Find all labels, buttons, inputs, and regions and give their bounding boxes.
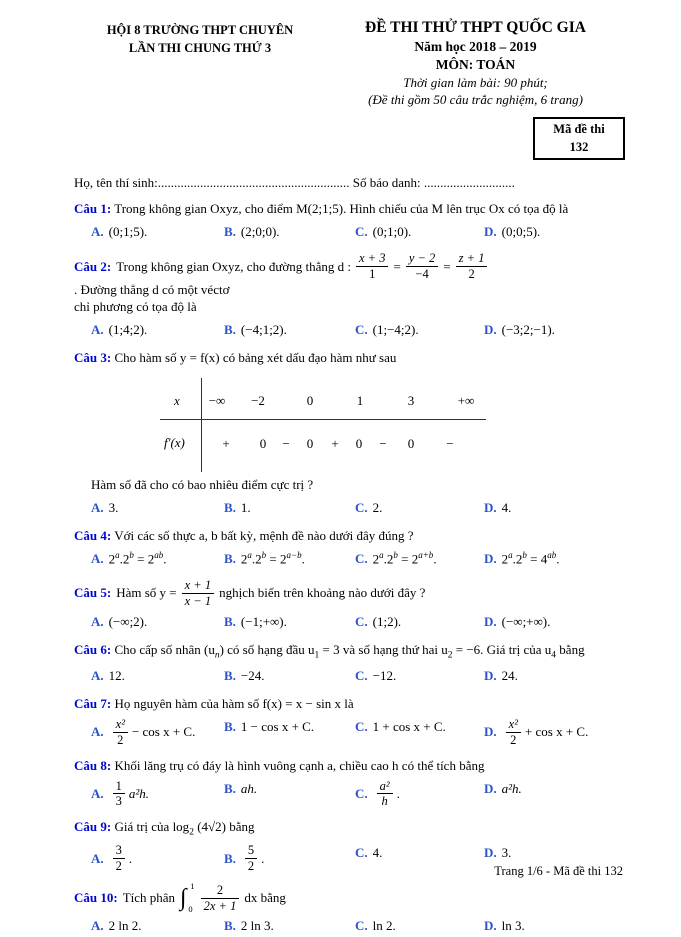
option-c bbox=[355, 498, 484, 518]
x-value: −∞ bbox=[208, 392, 226, 408]
organization-block bbox=[74, 18, 326, 108]
question-5-options bbox=[74, 612, 625, 632]
fraction bbox=[506, 717, 521, 748]
option-c bbox=[355, 843, 484, 874]
exam-title: ĐỀ THI THỬ THPT QUỐC GIA bbox=[365, 19, 586, 36]
option-a-text: (0;1;5). bbox=[108, 224, 148, 240]
question-5-stem bbox=[74, 578, 625, 609]
question-10-options bbox=[74, 916, 625, 936]
option-b-text: 1 − cos x + C. bbox=[240, 719, 315, 735]
question-6-text: ) có số hạng đầu u bbox=[219, 641, 315, 657]
option-b bbox=[224, 717, 355, 748]
sign-table bbox=[160, 378, 490, 474]
fraction-x-denominator: 1 bbox=[369, 267, 376, 282]
exp-segment: .2 bbox=[119, 551, 130, 567]
question-3-stem bbox=[74, 349, 625, 368]
option-a-text: 12. bbox=[108, 668, 125, 684]
question-10-label: Câu 10: bbox=[74, 890, 118, 906]
question-8-stem bbox=[74, 757, 625, 776]
question-2-text-post: . Đường thẳng d có một véctơ bbox=[74, 281, 230, 297]
sign-value: 0 bbox=[355, 435, 363, 451]
question-6-label: Câu 6: bbox=[74, 641, 112, 657]
option-c-letter: C. bbox=[355, 499, 368, 515]
option-a-text: (−∞;2). bbox=[108, 613, 148, 629]
subscript-2: 2 bbox=[447, 650, 453, 661]
option-c bbox=[355, 320, 484, 340]
question-8 bbox=[74, 757, 625, 809]
integral-upper-limit: 1 bbox=[190, 881, 195, 892]
question-10-stem bbox=[74, 883, 625, 914]
option-b-letter: B. bbox=[224, 719, 236, 735]
fraction-denominator: x − 1 bbox=[184, 594, 212, 608]
option-c-text: (1;2). bbox=[372, 613, 402, 629]
question-7 bbox=[74, 695, 625, 747]
option-d-text: (0;0;5). bbox=[501, 224, 541, 240]
exp-segment: 2 bbox=[240, 551, 248, 567]
question-3-label: Câu 3: bbox=[74, 350, 112, 366]
exp-segment: = 2 bbox=[397, 551, 419, 567]
option-b-text: . bbox=[261, 850, 265, 866]
option-c bbox=[355, 222, 484, 242]
option-b-letter: B. bbox=[224, 918, 236, 934]
question-7-stem bbox=[74, 695, 625, 714]
fraction-numerator: 3 bbox=[113, 843, 125, 859]
question-7-text: Họ nguyên hàm của hàm số f(x) = x − sin x là bbox=[114, 696, 354, 712]
option-d bbox=[484, 666, 625, 686]
option-a-letter: A. bbox=[91, 850, 104, 866]
option-c-text: (1;−4;2). bbox=[372, 321, 419, 337]
exp-segment: . bbox=[433, 551, 437, 567]
option-a-letter: A. bbox=[91, 918, 104, 934]
table-x-label: x bbox=[174, 392, 180, 408]
option-a-letter: A. bbox=[91, 321, 104, 337]
equals-sign: = bbox=[393, 258, 401, 274]
question-2-text-line2: chỉ phương có tọa độ là bbox=[74, 299, 197, 315]
option-a-letter: A. bbox=[91, 613, 104, 629]
subscript-4: 4 bbox=[551, 650, 557, 661]
exam-round: LẦN THI CHUNG THỨ 3 bbox=[128, 40, 272, 55]
option-d bbox=[484, 717, 625, 748]
option-d bbox=[484, 612, 625, 632]
question-4-label: Câu 4: bbox=[74, 527, 112, 543]
option-a bbox=[91, 612, 224, 632]
option-c-text: . bbox=[396, 785, 400, 801]
fraction-denominator: 3 bbox=[115, 794, 122, 809]
question-4-stem bbox=[74, 527, 625, 546]
fraction-numerator: 5 bbox=[245, 843, 257, 859]
fraction-x bbox=[356, 251, 388, 282]
log-base: 2 bbox=[189, 827, 194, 838]
option-a-text: a²h. bbox=[128, 785, 150, 801]
question-9-label: Câu 9: bbox=[74, 819, 112, 835]
integral-symbol bbox=[180, 881, 196, 914]
x-value: +∞ bbox=[457, 392, 475, 408]
fraction-denominator: 2 bbox=[117, 732, 124, 747]
student-name-dots: ........................................................... bbox=[157, 175, 350, 191]
exponent: b bbox=[129, 549, 134, 560]
option-a-text: . bbox=[128, 850, 133, 866]
option-a-letter: A. bbox=[91, 668, 104, 684]
option-c bbox=[355, 666, 484, 686]
option-b-letter: B. bbox=[224, 551, 236, 567]
exp-segment: 2 bbox=[501, 551, 509, 567]
exponent: a bbox=[115, 549, 120, 560]
table-horizontal-line bbox=[160, 419, 486, 420]
exp-segment: . bbox=[556, 551, 560, 567]
question-8-options bbox=[74, 779, 625, 810]
option-a-text: (1;4;2). bbox=[108, 321, 148, 337]
option-c bbox=[355, 779, 484, 810]
fraction-numerator: x² bbox=[113, 717, 128, 733]
option-c-text: 2. bbox=[372, 499, 383, 515]
fraction-denominator: 2 bbox=[510, 732, 517, 747]
fraction bbox=[245, 843, 257, 874]
exponent: a bbox=[247, 549, 252, 560]
exam-header bbox=[74, 18, 625, 108]
option-d-text: ln 3. bbox=[501, 918, 525, 934]
exp-segment: 2 bbox=[108, 551, 116, 567]
subscript-n: n bbox=[214, 650, 220, 661]
fraction bbox=[377, 779, 393, 810]
sign-value: − bbox=[379, 435, 387, 451]
question-5-text-pre: Hàm số y = bbox=[116, 585, 177, 601]
question-4 bbox=[74, 527, 625, 569]
option-d-text: 3. bbox=[501, 845, 512, 861]
option-b bbox=[224, 549, 355, 569]
option-c bbox=[355, 549, 484, 569]
exp-segment: = 4 bbox=[526, 551, 548, 567]
exponent: a−b bbox=[286, 549, 302, 560]
option-c-letter: C. bbox=[355, 224, 368, 240]
question-6-text: bằng bbox=[556, 641, 585, 657]
fraction bbox=[113, 843, 125, 874]
option-d-letter: D. bbox=[484, 613, 497, 629]
question-2-stem bbox=[74, 251, 625, 298]
question-9-text: Giá trị của log bbox=[114, 819, 190, 835]
option-d-letter: D. bbox=[484, 918, 497, 934]
option-a-letter: A. bbox=[91, 224, 104, 240]
option-b-text: (2;0;0). bbox=[240, 224, 280, 240]
fraction-numerator: x² bbox=[506, 717, 521, 733]
fraction bbox=[182, 578, 214, 609]
exponent: ab bbox=[547, 549, 557, 560]
fraction-numerator: 2 bbox=[201, 883, 240, 899]
option-c-letter: C. bbox=[355, 719, 368, 735]
option-a-text: 3. bbox=[108, 499, 119, 515]
fraction-y-denominator: −4 bbox=[415, 267, 429, 282]
exam-title-block bbox=[326, 18, 625, 108]
sign-value: − bbox=[446, 435, 454, 451]
exp-segment: . bbox=[163, 551, 167, 567]
option-d bbox=[484, 320, 625, 340]
exam-code-row bbox=[74, 117, 625, 160]
fraction-denominator: h bbox=[381, 794, 388, 809]
organization-name: HỘI 8 TRƯỜNG THPT CHUYÊN bbox=[106, 23, 294, 37]
exam-subject: MÔN: TOÁN bbox=[435, 57, 516, 73]
exp-segment: . bbox=[301, 551, 305, 567]
option-b bbox=[224, 843, 355, 874]
question-1 bbox=[74, 200, 625, 242]
option-d bbox=[484, 498, 625, 518]
question-5 bbox=[74, 578, 625, 632]
exp-segment: .2 bbox=[512, 551, 523, 567]
option-a-letter: A. bbox=[91, 551, 104, 567]
question-7-label: Câu 7: bbox=[74, 696, 112, 712]
sign-value: − bbox=[282, 435, 290, 451]
exponent: b bbox=[393, 549, 398, 560]
question-9-stem bbox=[74, 818, 625, 840]
option-c-letter: C. bbox=[355, 918, 368, 934]
sign-value: 0 bbox=[259, 435, 267, 451]
exp-segment: = 2 bbox=[266, 551, 287, 567]
exam-code-value: 132 bbox=[569, 139, 589, 154]
exponent: a bbox=[379, 549, 384, 560]
question-6-text: = −6. Giá trị của u bbox=[452, 641, 552, 657]
question-2-label: Câu 2: bbox=[74, 258, 112, 274]
option-a bbox=[91, 222, 224, 242]
exam-note: (Đề thi gồm 50 câu trắc nghiệm, 6 trang) bbox=[368, 92, 583, 108]
option-c-text: ln 2. bbox=[372, 918, 396, 934]
option-d-letter: D. bbox=[484, 845, 497, 861]
option-b bbox=[224, 222, 355, 242]
question-10 bbox=[74, 883, 625, 937]
exam-duration: Thời gian làm bài: 90 phút; bbox=[403, 75, 548, 91]
option-d-letter: D. bbox=[484, 224, 497, 240]
fraction-denominator: 2 bbox=[115, 859, 122, 874]
sign-value: 0 bbox=[407, 435, 415, 451]
student-id-dots: ............................ bbox=[423, 175, 515, 191]
subscript-1: 1 bbox=[314, 650, 320, 661]
fraction bbox=[201, 883, 240, 914]
question-1-stem bbox=[74, 200, 625, 219]
exponent: a+b bbox=[418, 549, 434, 560]
exponent: b bbox=[522, 549, 527, 560]
fraction bbox=[113, 779, 125, 810]
x-value: 3 bbox=[407, 392, 415, 408]
option-d-letter: D. bbox=[484, 724, 497, 740]
option-d bbox=[484, 779, 625, 810]
exam-year: Năm học 2018 – 2019 bbox=[414, 39, 537, 55]
question-4-text: Với các số thực a, b bất kỳ, mệnh đề nào dưới đây đúng ? bbox=[114, 527, 414, 543]
option-d-text: (−3;2;−1). bbox=[501, 321, 555, 337]
option-d-text: + cos x + C. bbox=[524, 724, 589, 740]
fraction-numerator: 1 bbox=[113, 779, 125, 795]
question-1-options bbox=[74, 222, 625, 242]
option-c-letter: C. bbox=[355, 785, 368, 801]
option-a bbox=[91, 549, 224, 569]
exp-segment: 2 bbox=[372, 551, 380, 567]
fraction-x-numerator: x + 3 bbox=[356, 251, 388, 267]
option-b bbox=[224, 320, 355, 340]
option-b-letter: B. bbox=[224, 780, 236, 796]
student-info-line bbox=[74, 175, 625, 191]
option-a-letter: A. bbox=[91, 724, 104, 740]
option-d-text: 24. bbox=[501, 668, 518, 684]
question-8-text: Khối lăng trụ có đáy là hình vuông cạnh a, chiều cao h có thể tích bằng bbox=[114, 757, 485, 773]
fraction-y bbox=[406, 251, 438, 282]
sign-value: + bbox=[331, 435, 339, 451]
exponent: ab bbox=[154, 549, 164, 560]
option-d-letter: D. bbox=[484, 499, 497, 515]
option-b-letter: B. bbox=[224, 499, 236, 515]
option-c-letter: C. bbox=[355, 845, 368, 861]
option-c bbox=[355, 916, 484, 936]
question-9-text: (4√2) bằng bbox=[193, 819, 255, 835]
exp-segment: .2 bbox=[251, 551, 262, 567]
question-5-text-post: nghịch biến trên khoảng nào dưới đây ? bbox=[219, 585, 426, 601]
equals-sign: = bbox=[443, 258, 451, 274]
option-a bbox=[91, 498, 224, 518]
question-7-options bbox=[74, 717, 625, 748]
question-3-options bbox=[74, 498, 625, 518]
option-c-text: −12. bbox=[372, 668, 397, 684]
option-c-text: (0;1;0). bbox=[372, 224, 412, 240]
sign-value: 0 bbox=[306, 435, 314, 451]
option-c-letter: C. bbox=[355, 321, 368, 337]
option-d-text: a²h. bbox=[501, 780, 522, 796]
option-a bbox=[91, 320, 224, 340]
option-d bbox=[484, 549, 625, 569]
fraction-numerator: a² bbox=[377, 779, 393, 795]
x-value: 0 bbox=[306, 392, 314, 408]
option-d-letter: D. bbox=[484, 321, 497, 337]
option-c bbox=[355, 717, 484, 748]
question-2-text-pre: Trong không gian Oxyz, cho đường thẳng d : bbox=[116, 258, 351, 274]
option-b bbox=[224, 779, 355, 810]
option-d-letter: D. bbox=[484, 551, 497, 567]
fraction-z bbox=[456, 251, 488, 282]
option-d-text: 4. bbox=[501, 499, 512, 515]
option-d bbox=[484, 222, 625, 242]
option-b bbox=[224, 612, 355, 632]
table-fprime-label: f′(x) bbox=[164, 434, 185, 450]
fraction-z-numerator: z + 1 bbox=[456, 251, 488, 267]
option-b bbox=[224, 916, 355, 936]
option-c-text: 1 + cos x + C. bbox=[372, 719, 446, 735]
option-b-text: ah. bbox=[240, 780, 258, 796]
option-b-letter: B. bbox=[224, 224, 236, 240]
fraction-denominator: 2 bbox=[247, 859, 255, 874]
question-5-label: Câu 5: bbox=[74, 585, 112, 601]
option-b-text: −24. bbox=[240, 668, 265, 684]
sign-value: + bbox=[222, 435, 230, 451]
option-b-text: 2 ln 3. bbox=[240, 918, 274, 934]
student-name-label: Họ, tên thí sinh: bbox=[74, 175, 158, 191]
integral-lower-limit: 0 bbox=[188, 903, 193, 914]
option-b-letter: B. bbox=[224, 850, 236, 866]
question-6-text: Cho cấp số nhân (u bbox=[114, 641, 215, 657]
option-c-text: 4. bbox=[372, 845, 383, 861]
option-a bbox=[91, 843, 224, 874]
question-6 bbox=[74, 641, 625, 687]
x-value: −2 bbox=[251, 392, 265, 408]
exp-segment: = 2 bbox=[133, 551, 155, 567]
option-d-letter: D. bbox=[484, 668, 497, 684]
option-d bbox=[484, 916, 625, 936]
option-b-text: 1. bbox=[240, 499, 251, 515]
x-value: 1 bbox=[356, 392, 364, 408]
option-a bbox=[91, 779, 224, 810]
exponent: a bbox=[508, 549, 513, 560]
question-2 bbox=[74, 251, 625, 340]
fraction-numerator: x + 1 bbox=[182, 578, 214, 594]
option-b bbox=[224, 498, 355, 518]
option-d-letter: D. bbox=[484, 780, 497, 796]
question-6-stem bbox=[74, 641, 625, 663]
option-a-text: − cos x + C. bbox=[131, 724, 196, 740]
exam-code-label: Mã đề thi bbox=[553, 122, 605, 137]
fraction bbox=[113, 717, 128, 748]
option-b-letter: B. bbox=[224, 321, 236, 337]
option-b-letter: B. bbox=[224, 613, 236, 629]
exponent: b bbox=[261, 549, 267, 560]
question-6-text: = 3 và số hạng thứ hai u bbox=[319, 641, 448, 657]
question-4-options bbox=[74, 549, 625, 569]
option-c-letter: C. bbox=[355, 668, 368, 684]
question-10-text-post: dx bằng bbox=[244, 890, 286, 906]
table-vertical-line bbox=[201, 378, 202, 472]
option-c-letter: C. bbox=[355, 613, 368, 629]
option-a-text: 2 ln 2. bbox=[108, 918, 142, 934]
integral-glyph: ∫ bbox=[180, 885, 187, 912]
exp-segment: .2 bbox=[383, 551, 394, 567]
option-b bbox=[224, 666, 355, 686]
exam-code-box bbox=[533, 117, 625, 160]
option-c bbox=[355, 612, 484, 632]
option-a bbox=[91, 666, 224, 686]
question-10-text-pre: Tích phân bbox=[122, 890, 176, 906]
option-b-letter: B. bbox=[224, 668, 236, 684]
question-3 bbox=[74, 349, 625, 518]
fraction-y-numerator: y − 2 bbox=[406, 251, 438, 267]
student-id-label: Số báo danh: bbox=[349, 175, 424, 191]
question-8-label: Câu 8: bbox=[74, 757, 112, 773]
question-3-text: Cho hàm số y = f(x) có bảng xét dấu đạo hàm như sau bbox=[114, 350, 397, 366]
option-b-text: (−1;+∞). bbox=[240, 613, 287, 629]
question-1-text: Trong không gian Oxyz, cho điểm M(2;1;5). Hình chiếu của M lên trục Ox có tọa độ là bbox=[114, 201, 569, 217]
option-a-letter: A. bbox=[91, 785, 104, 801]
question-1-label: Câu 1: bbox=[74, 201, 112, 217]
fraction-denominator: 2x + 1 bbox=[203, 898, 237, 913]
option-a-letter: A. bbox=[91, 499, 104, 515]
option-b-text: (−4;1;2). bbox=[240, 321, 287, 337]
question-2-options bbox=[74, 320, 625, 340]
option-d-text: (−∞;+∞). bbox=[501, 613, 551, 629]
option-a bbox=[91, 717, 224, 748]
option-c-letter: C. bbox=[355, 551, 368, 567]
question-6-options bbox=[74, 666, 625, 686]
question-3-subquestion: Hàm số đã cho có bao nhiêu điểm cực trị ? bbox=[91, 476, 314, 492]
option-a bbox=[91, 916, 224, 936]
page-footer: Trang 1/6 - Mã đề thi 132 bbox=[494, 864, 623, 878]
fraction-z-denominator: 2 bbox=[468, 267, 475, 282]
